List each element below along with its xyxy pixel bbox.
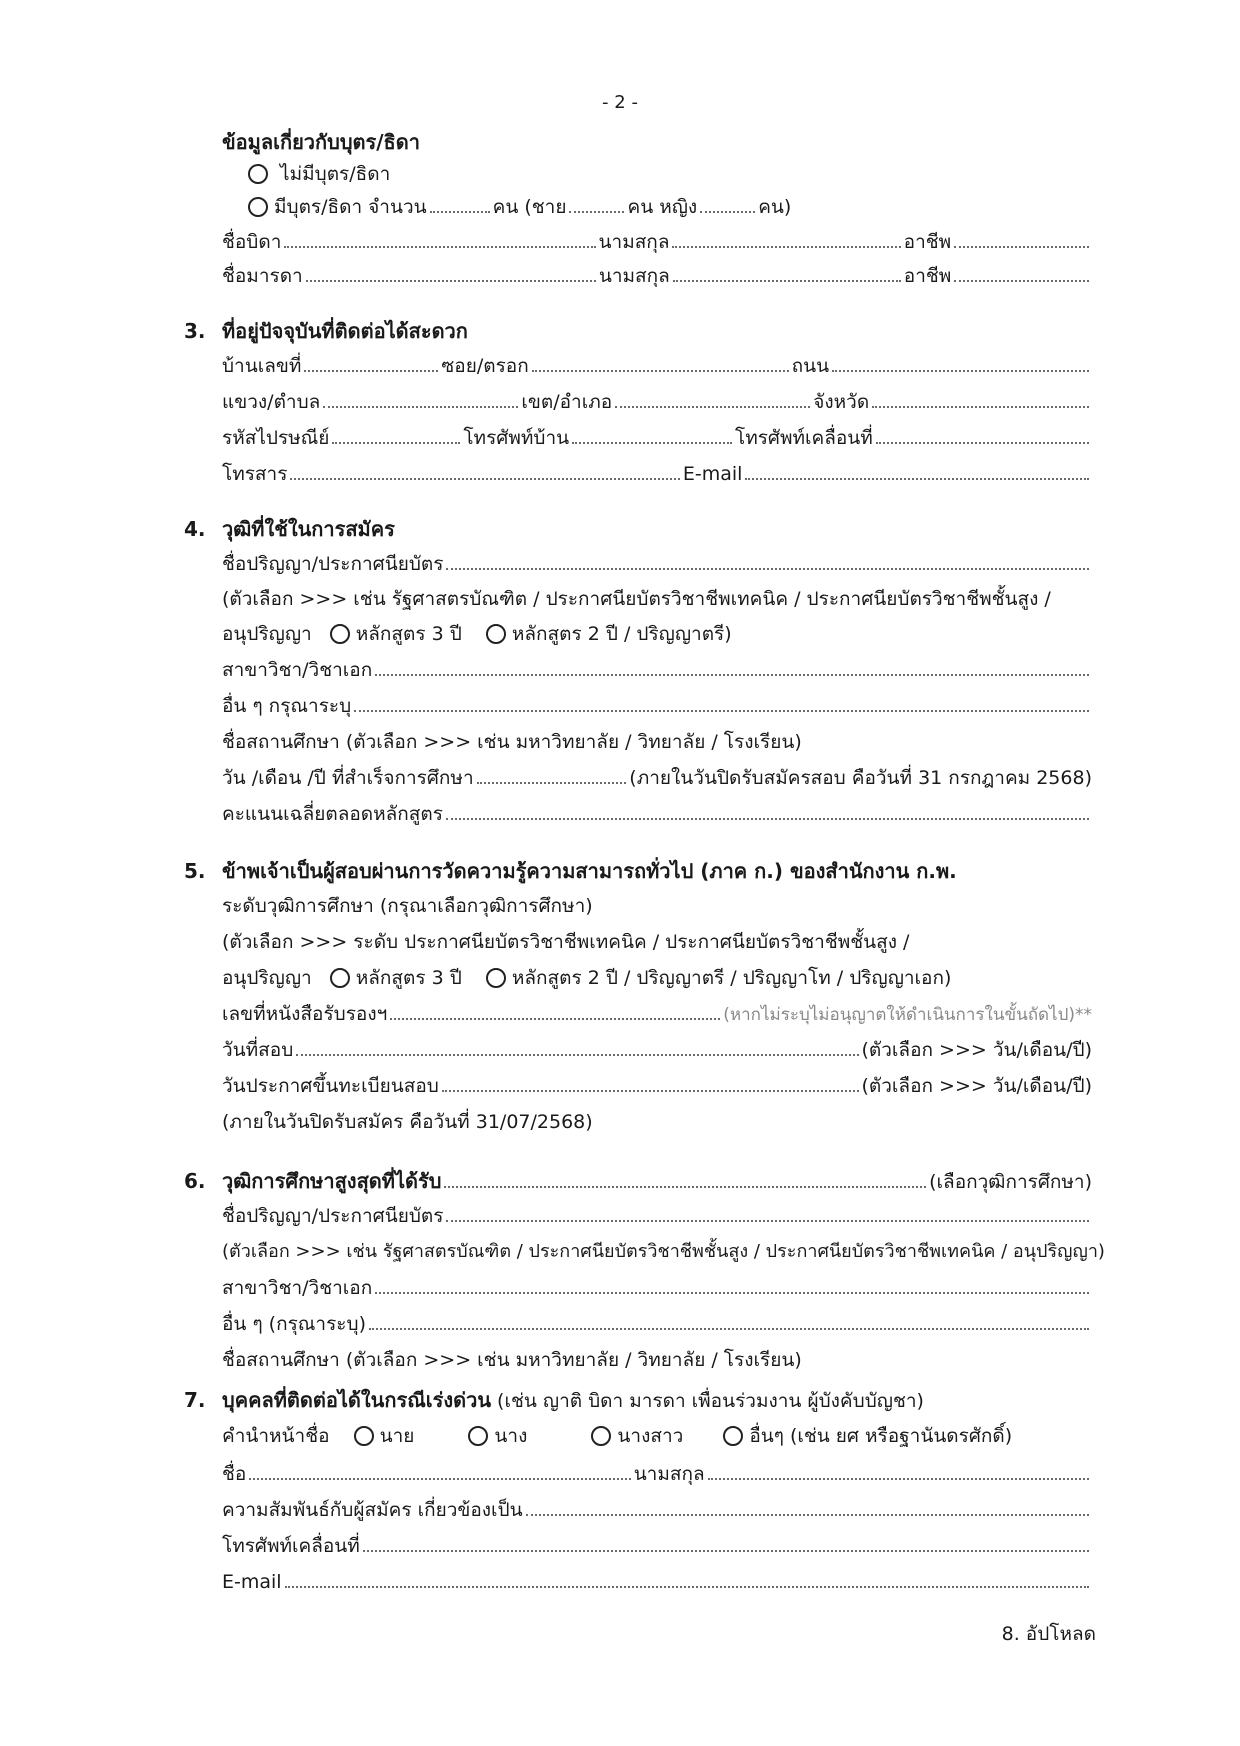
other-field[interactable]	[354, 690, 1089, 712]
children-none-option[interactable]: ไม่มีบุตร/ธิดา	[248, 158, 948, 190]
address-row-4: โทรสาร E-mail	[222, 458, 1092, 490]
address-heading: ที่อยู่ปัจจุบันที่ติดต่อได้สะดวก	[222, 319, 468, 343]
relation-row: ความสัมพันธ์กับผู้สมัคร เกี่ยวข้องเป็น	[222, 1494, 1092, 1526]
children-heading: ข้อมูลเกี่ยวกับบุตร/ธิดา	[222, 130, 420, 154]
radio-icon[interactable]	[468, 1426, 488, 1446]
highest-major-field[interactable]	[375, 1272, 1089, 1294]
gpa-row: คะแนนเฉลี่ยตลอดหลักสูตร	[222, 798, 1092, 830]
mother-row: ชื่อมารดา นามสกุล อาชีพ	[222, 260, 1092, 292]
exam-deadline: (ภายในวันปิดรับสมัคร คือวันที่ 31/07/2568)	[222, 1111, 593, 1133]
subdistrict-field[interactable]	[323, 386, 518, 408]
exam-date-row: วันที่สอบ (ตัวเลือก >>> วัน/เดือน/ปี)	[222, 1034, 1092, 1066]
radio-icon[interactable]	[486, 624, 506, 644]
emergency-mobile-row: โทรศัพท์เคลื่อนที่	[222, 1530, 1092, 1562]
prefix-mr-option[interactable]: นาย	[354, 1425, 415, 1447]
degree-options-row: อนุปริญญา หลักสูตร 3 ปี หลักสูตร 2 ปี / ปริญญาตรี)	[222, 623, 732, 645]
radio-icon[interactable]	[330, 968, 350, 988]
certificate-number-field[interactable]	[390, 998, 720, 1020]
degree-options: (ตัวเลือก >>> เช่น รัฐศาสตรบัณฑิต / ประกาศนียบัตรวิชาชีพเทคนิค / ประกาศนียบัตรวิชาชีพชั้นสูง /	[222, 588, 1051, 610]
sons-count-field[interactable]	[569, 191, 624, 213]
emergency-email-field[interactable]	[285, 1566, 1089, 1588]
emergency-name-field[interactable]	[249, 1458, 630, 1480]
section-number: 6.	[184, 1169, 206, 1193]
emergency-heading-row: บุคคลที่ติดต่อได้ในกรณีเร่งด่วน (เช่น ญาติ บิดา มารดา เพื่อนร่วมงาน ผู้บังคับบัญชา)	[222, 1388, 924, 1412]
radio-icon[interactable]	[486, 968, 506, 988]
mother-occupation-field[interactable]	[954, 260, 1089, 282]
province-field[interactable]	[872, 386, 1089, 408]
district-field[interactable]	[615, 386, 810, 408]
mobile-phone-field[interactable]	[876, 422, 1089, 444]
prefix-row: คำนำหน้าชื่อ นาย นาง นางสาว อื่นๆ (เช่น ยศ หรือฐานันดรศักดิ์)	[222, 1425, 1013, 1447]
road-field[interactable]	[832, 350, 1089, 372]
postal-code-field[interactable]	[332, 422, 460, 444]
emergency-mobile-field[interactable]	[363, 1530, 1089, 1552]
father-row: ชื่อบิดา นามสกุล อาชีพ	[222, 226, 1092, 258]
exam-course-3-year-option[interactable]: หลักสูตร 3 ปี	[330, 967, 462, 989]
emergency-name-row: ชื่อ นามสกุล	[222, 1458, 1092, 1490]
email-field[interactable]	[745, 458, 1089, 480]
section-number: 3.	[184, 319, 206, 343]
address-row-2: แขวง/ตำบล เขต/อำเภอ จังหวัด	[222, 386, 1092, 418]
mother-surname-field[interactable]	[673, 260, 901, 282]
children-count-field[interactable]	[430, 191, 490, 213]
mother-name-field[interactable]	[306, 260, 596, 282]
exam-options: (ตัวเลือก >>> ระดับ ประกาศนียบัตรวิชาชีพเทคนิค / ประกาศนียบัตรวิชาชีพชั้นสูง /	[222, 931, 910, 953]
degree-field[interactable]	[446, 548, 1089, 570]
father-surname-field[interactable]	[672, 226, 900, 248]
prefix-other-option[interactable]: อื่นๆ (เช่น ยศ หรือฐานันดรศักดิ์)	[723, 1425, 1012, 1447]
fax-field[interactable]	[290, 458, 679, 480]
address-row-3: รหัสไปรษณีย์ โทรศัพท์บ้าน โทรศัพท์เคลื่อนที่	[222, 422, 1092, 454]
announce-date-row: วันประกาศขึ้นทะเบียนสอบ (ตัวเลือก >>> วัน/เดือน/ปี)	[222, 1070, 1092, 1102]
major-row: สาขาวิชา/วิชาเอก	[222, 654, 1092, 686]
section-number: 5.	[184, 859, 206, 883]
section-number: 7.	[184, 1388, 206, 1412]
degree-row: ชื่อปริญญา/ประกาศนียบัตร	[222, 548, 1092, 580]
radio-icon[interactable]	[354, 1426, 374, 1446]
highest-other-field[interactable]	[369, 1308, 1089, 1330]
highest-institution: ชื่อสถานศึกษา (ตัวเลือก >>> เช่น มหาวิทยาลัย / วิทยาลัย / โรงเรียน)	[222, 1349, 802, 1371]
house-number-field[interactable]	[304, 350, 438, 372]
children-have-option[interactable]: มีบุตร/ธิดา จำนวน คน (ชาย คน หญิง คน)	[248, 191, 808, 223]
daughters-count-field[interactable]	[700, 191, 755, 213]
prefix-mrs-option[interactable]: นาง	[468, 1425, 527, 1447]
announce-date-field[interactable]	[442, 1070, 859, 1092]
page-number: - 2 -	[602, 92, 638, 113]
certificate-row: เลขที่หนังสือรับรองฯ (หากไม่ระบุไม่อนุญาตให้ดำเนินการในขั้นถัดไป)**	[222, 998, 1092, 1030]
exam-options-row: อนุปริญญา หลักสูตร 3 ปี หลักสูตร 2 ปี / ปริญญาตรี / ปริญญาโท / ปริญญาเอก)	[222, 967, 952, 989]
course-3-year-option[interactable]: หลักสูตร 3 ปี	[330, 623, 462, 645]
exam-course-2-year-option[interactable]: หลักสูตร 2 ปี / ปริญญาตรี / ปริญญาโท / ปริญญาเอก)	[486, 967, 952, 989]
section-number: 4.	[184, 517, 206, 541]
graduation-date-row: วัน /เดือน /ปี ที่สำเร็จการศึกษา (ภายในวันปิดรับสมัครสอบ คือวันที่ 31 กรกฎาคม 2568)	[222, 762, 1092, 794]
relation-field[interactable]	[526, 1494, 1089, 1516]
address-row-1: บ้านเลขที่ ซอย/ตรอก ถนน	[222, 350, 1092, 382]
soi-field[interactable]	[532, 350, 789, 372]
emergency-surname-field[interactable]	[708, 1458, 1089, 1480]
prefix-miss-option[interactable]: นางสาว	[591, 1425, 683, 1447]
exam-heading: ข้าพเจ้าเป็นผู้สอบผ่านการวัดความรู้ความสามารถทั่วไป (ภาค ก.) ของสำนักงาน ก.พ.	[222, 859, 957, 883]
gpa-field[interactable]	[446, 798, 1089, 820]
highest-degree-field[interactable]	[446, 1200, 1089, 1222]
exam-date-field[interactable]	[296, 1034, 858, 1056]
course-2-year-option[interactable]: หลักสูตร 2 ปี / ปริญญาตรี)	[486, 623, 732, 645]
qualification-heading: วุฒิที่ใช้ในการสมัคร	[222, 517, 395, 541]
radio-icon[interactable]	[248, 164, 268, 184]
major-field[interactable]	[375, 654, 1089, 676]
highest-options: (ตัวเลือก >>> เช่น รัฐศาสตรบัณฑิต / ประกาศนียบัตรวิชาชีพชั้นสูง / ประกาศนียบัตรวิชาชีพเทคนิค / อนุปริญญา)	[222, 1241, 1105, 1262]
radio-icon[interactable]	[591, 1426, 611, 1446]
emergency-email-row: E-mail	[222, 1566, 1092, 1598]
institution-options: ชื่อสถานศึกษา (ตัวเลือก >>> เช่น มหาวิทยาลัย / วิทยาลัย / โรงเรียน)	[222, 731, 802, 753]
radio-icon[interactable]	[723, 1426, 743, 1446]
next-page-note: 8. อัปโหลด	[1001, 1623, 1096, 1645]
graduation-date-field[interactable]	[477, 762, 627, 784]
highest-qualification-field[interactable]	[444, 1166, 926, 1188]
highest-major-row: สาขาวิชา/วิชาเอก	[222, 1272, 1092, 1304]
highest-other-row: อื่น ๆ (กรุณาระบุ)	[222, 1308, 1092, 1340]
radio-icon[interactable]	[248, 197, 268, 217]
other-row: อื่น ๆ กรุณาระบุ	[222, 690, 1092, 722]
radio-icon[interactable]	[330, 624, 350, 644]
highest-degree-row: ชื่อปริญญา/ประกาศนียบัตร	[222, 1200, 1092, 1232]
father-occupation-field[interactable]	[954, 226, 1089, 248]
home-phone-field[interactable]	[572, 422, 732, 444]
highest-heading-row: วุฒิการศึกษาสูงสุดที่ได้รับ (เลือกวุฒิการศึกษา)	[222, 1165, 1092, 1197]
exam-level: ระดับวุฒิการศึกษา (กรุณาเลือกวุฒิการศึกษา)	[222, 895, 593, 917]
father-name-field[interactable]	[284, 226, 595, 248]
